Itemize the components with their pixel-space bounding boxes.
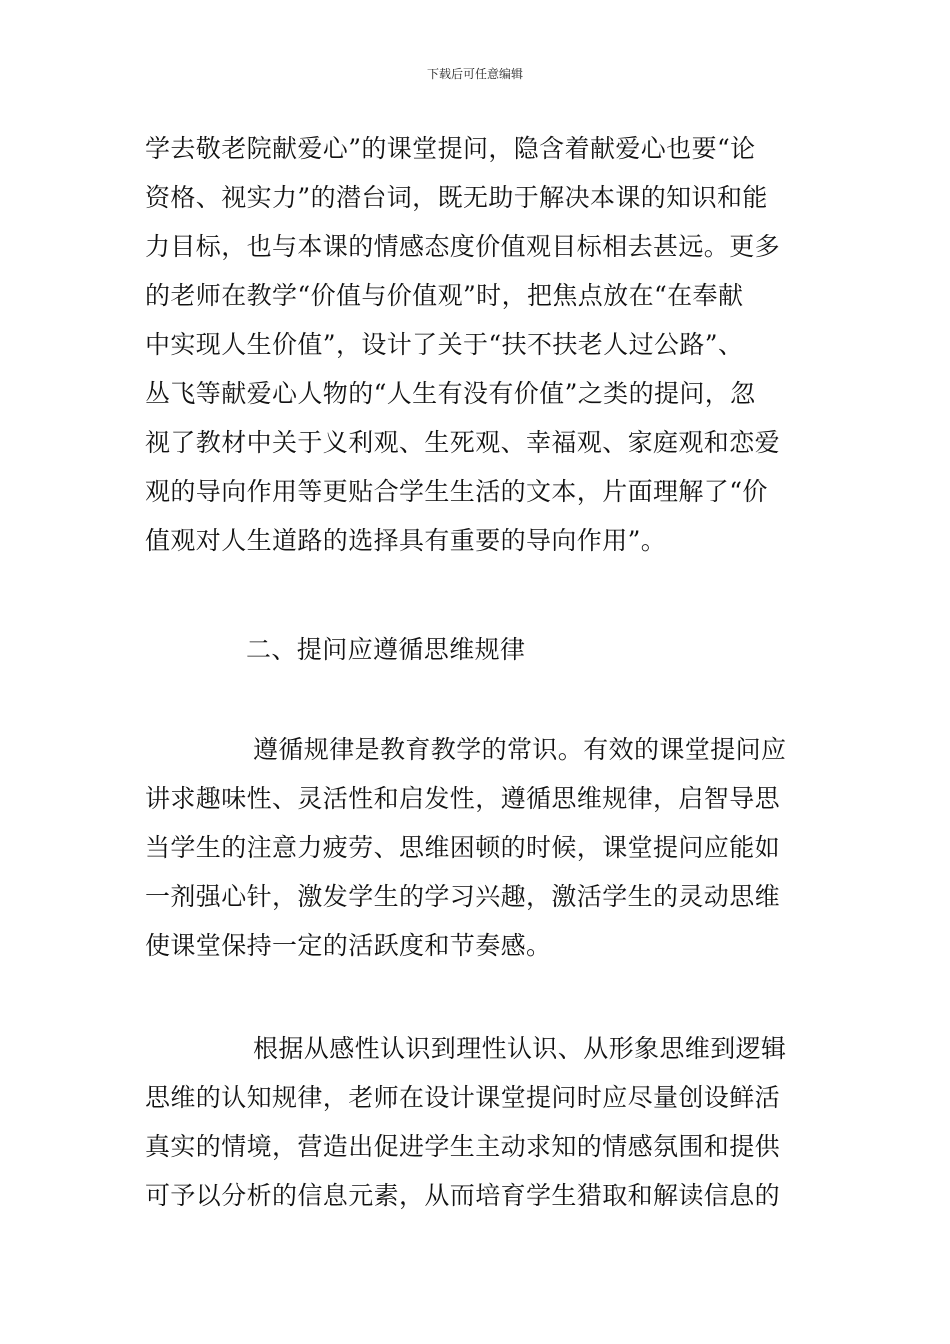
paragraph-line: 丛飞等献爱心人物的“人生有没有价值”之类的提问，忽	[145, 379, 756, 408]
paragraph-line: 使课堂保持一定的活跃度和节奏感。	[145, 931, 552, 960]
paragraph-line: 可予以分析的信息元素，从而培育学生猎取和解读信息的	[145, 1181, 781, 1210]
paragraph-line: 资格、视实力”的潜台词，既无助于解决本课的知识和能	[145, 183, 768, 212]
section-heading: 二、提问应遵循思维规律	[246, 635, 526, 664]
paragraph-line: 真实的情境，营造出促进学生主动求知的情感氛围和提供	[145, 1132, 781, 1161]
paragraph-line: 力目标，也与本课的情感态度价值观目标相去甚远。更多	[145, 232, 781, 261]
paragraph-line: 的老师在教学“价值与价值观”时，把焦点放在“在奉献	[145, 281, 744, 310]
paragraph-line: 学去敬老院献爱心”的课堂提问，隐含着献爱心也要“论	[145, 134, 756, 163]
paragraph-line: 观的导向作用等更贴合学生生活的文本，片面理解了“价	[145, 477, 768, 506]
paragraph-line: 一剂强心针，激发学生的学习兴趣，激活学生的灵动思维	[145, 882, 781, 911]
paragraph-2	[145, 725, 815, 970]
paragraph-line: 中实现人生价值”，设计了关于“扶不扶老人过公路”、	[145, 330, 744, 359]
paragraph-line: 值观对人生道路的选择具有重要的导向作用”。	[145, 526, 667, 555]
page-header: 下载后可任意编辑	[426, 67, 523, 81]
paragraph-line: 当学生的注意力疲劳、思维困顿的时候，课堂提问应能如	[145, 833, 781, 862]
paragraph-line: 遵循规律是教育教学的常识。有效的课堂提问应	[253, 735, 787, 764]
paragraph-line: 思维的认知规律，老师在设计课堂提问时应尽量创设鲜活	[145, 1083, 781, 1112]
paragraph-3	[145, 1024, 815, 1220]
paragraph-line: 视了教材中关于义利观、生死观、幸福观、家庭观和恋爱	[145, 428, 781, 457]
paragraph-1	[145, 124, 815, 565]
paragraph-line: 根据从感性认识到理性认识、从形象思维到逻辑	[253, 1034, 787, 1063]
paragraph-line: 讲求趣味性、灵活性和启发性，遵循思维规律，启智导思	[145, 784, 781, 813]
